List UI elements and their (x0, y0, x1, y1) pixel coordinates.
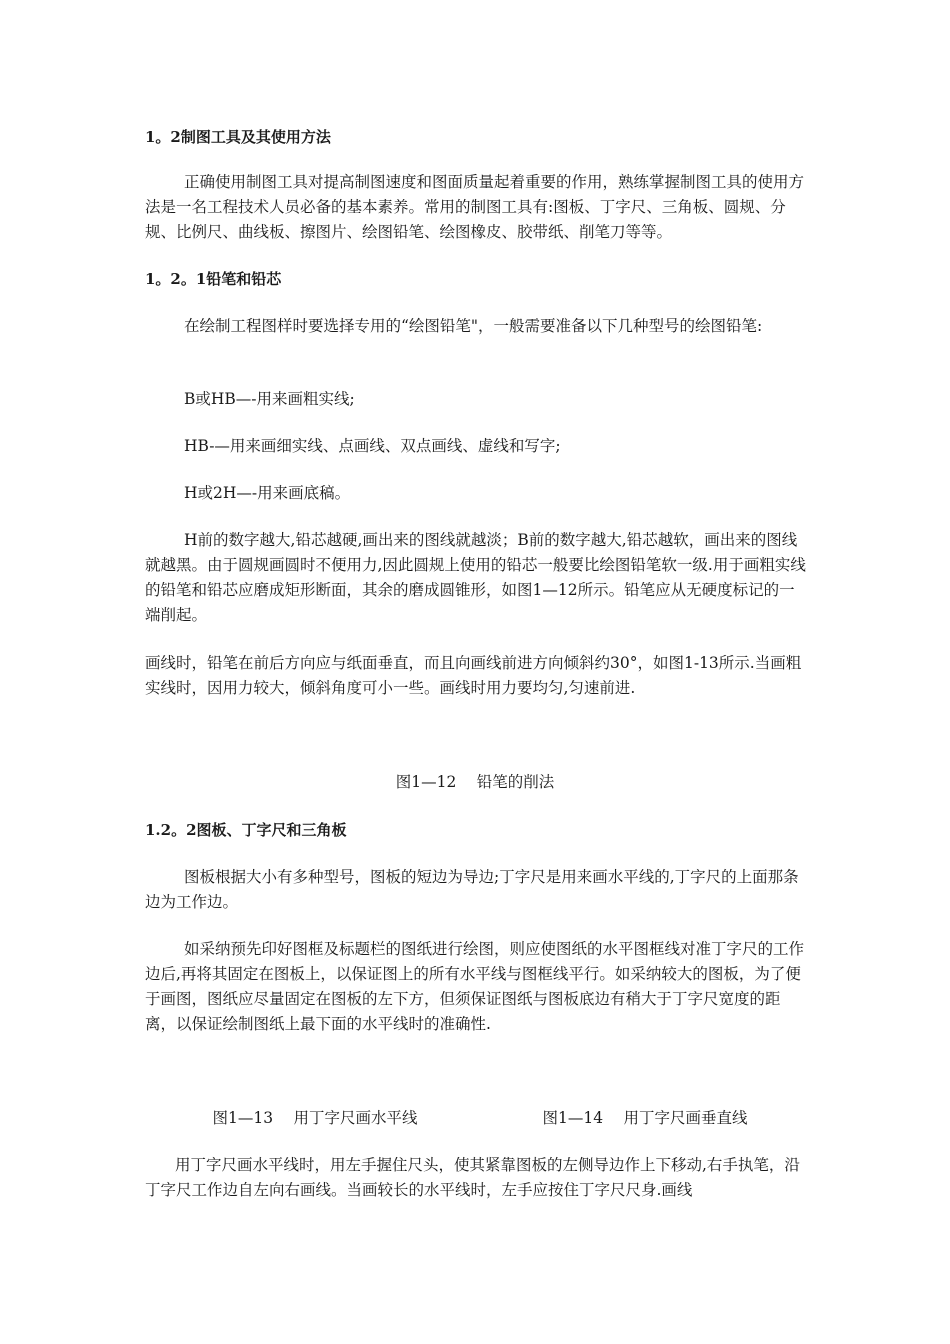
pencil-paragraph-3: 画线时，铅笔在前后方向应与纸面垂直，而且向画线前进方向倾斜约30°，如图1-13所示.当画粗实线时，因用力较大，倾斜角度可小一些。画线时用力要均匀,匀速前进. (145, 654, 802, 697)
figure-1-14-caption: 图1—14 用丁字尺画垂直线 (542, 1109, 748, 1127)
pencil-item-hb: HB-—用来画细实线、点画线、双点画线、虚线和写字; (184, 437, 561, 455)
figure-1-13-caption: 图1—13 用丁字尺画水平线 (212, 1109, 418, 1127)
figure-1-12-caption: 图1—12 铅笔的削法 (395, 773, 555, 791)
board-paragraph-1: 图板根据大小有多种型号，图板的短边为导边;丁字尺是用来画水平线的,丁字尺的上面那条边为工作边。 (145, 868, 799, 911)
subsection-title-pencil: 1。2。1铅笔和铅芯 (145, 270, 282, 288)
pencil-item-b-hb: B或HB—-用来画粗实线; (184, 390, 355, 408)
board-paragraph-2: 如采纳预先印好图框及标题栏的图纸进行绘图，则应使图纸的水平图框线对准丁字尺的工作边后,再将其固定在图板上，以保证图上的所有水平线与图框线平行。如采纳较大的图板，为了便于画图，图纸应尽量固定在图板的左下方，但须保证图纸与图板底边有稍大于丁字尺宽度的距离，以保证绘制图纸上最下面的水平线时的准确性. (145, 940, 805, 1033)
intro-paragraph: 正确使用制图工具对提高制图速度和图面质量起着重要的作用，熟练掌握制图工具的使用方法是一名工程技术人员必备的基本素养。常用的制图工具有:图板、丁字尺、三角板、圆规、分规、比例尺、曲线板、擦图片、绘图铅笔、绘图橡皮、胶带纸、削笔刀等等。 (145, 173, 805, 241)
pencil-item-h-2h: H或2H—-用来画底稿。 (184, 484, 351, 502)
subsection-title-board: 1.2。2图板、丁字尺和三角板 (145, 821, 347, 839)
pencil-paragraph-2: H前的数字越大,铅芯越硬,画出来的图线就越淡；B前的数字越大,铅芯越软，画出来的图线就越黑。由于圆规画圆时不便用力,因此圆规上使用的铅芯一般要比绘图铅笔软一级.用于画粗实线的铅笔和铅芯应磨成矩形断面，其余的磨成圆锥形，如图1—12所示。铅笔应从无硬度标记的一端削起。 (145, 531, 806, 624)
section-title: 1。2制图工具及其使用方法 (145, 128, 331, 146)
pencil-paragraph-1: 在绘制工程图样时要选择专用的“绘图铅笔"，一般需要准备以下几种型号的绘图铅笔: (184, 317, 763, 335)
board-paragraph-3: 用丁字尺画水平线时，用左手握住尺头，使其紧靠图板的左侧导边作上下移动,右手执笔，沿丁字尺工作边自左向右画线。当画较长的水平线时，左手应按住丁字尺尺身.画线 (145, 1156, 800, 1199)
